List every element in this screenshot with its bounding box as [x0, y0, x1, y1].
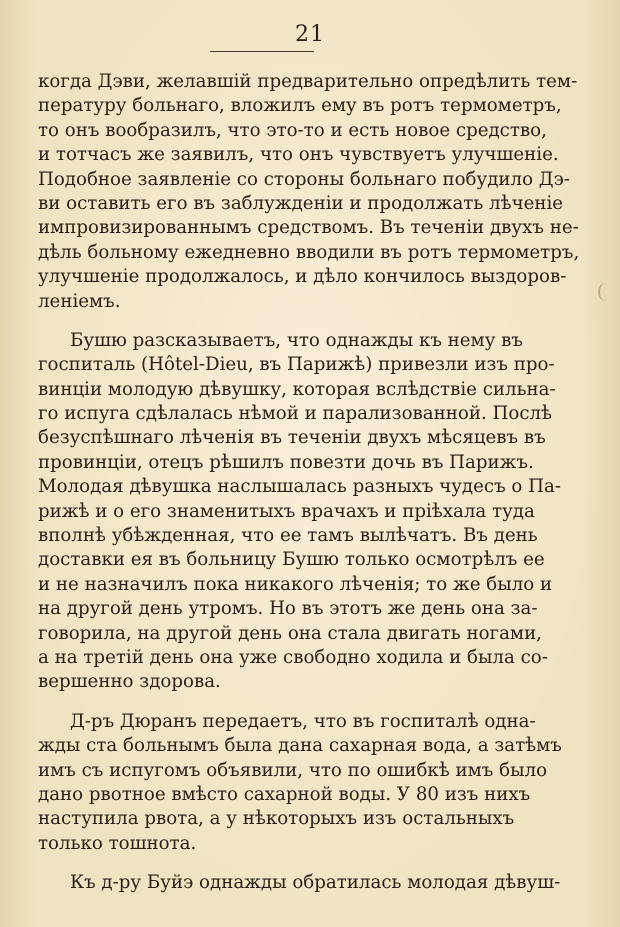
text-line: улучшеніе продолжалось, и дѣло кончилось выздоров- [38, 266, 567, 288]
margin-mark [598, 283, 614, 301]
text-line: говорила, на другой день она стала двигать ногами, [38, 622, 542, 644]
text-line: провинціи, отецъ рѣшилъ повезти дочь въ Парижъ. [38, 451, 534, 473]
text-line: безуспѣшнаго лѣченія въ теченіи двухъ мѣсяцевъ въ [38, 427, 546, 449]
text-line: и не назначилъ пока никакого лѣченія; то же было и [38, 573, 553, 595]
text-line: леніемъ. [38, 290, 121, 312]
paragraph [38, 871, 561, 895]
text-line: Бушю разсказываетъ, что однажды къ нему въ [70, 329, 523, 351]
text-line: доставки ея въ больницу Бушю только осмотрѣлъ ее [38, 549, 545, 571]
text-line: только тошнота. [38, 832, 197, 854]
text-line: импровизированнымъ средствомъ. Въ теченіи двухъ не- [38, 217, 579, 239]
text-line: жды ста больнымъ была дана сахарная вода, а затѣмъ [38, 735, 562, 757]
text-line: пературу больнаго, вложилъ ему въ ротъ термометръ, [38, 95, 562, 117]
text-line: Молодая дѣвушка наслышалась разныхъ чудесъ о Па- [38, 476, 561, 498]
text-line: вершенно здорова. [38, 671, 221, 693]
text-line: а на третій день она уже свободно ходила и была со- [38, 646, 548, 668]
text-line: винціи молодую дѣвушку, которая вслѣдствіе сильна- [38, 378, 556, 400]
text-line: ви оставить его въ заблужденіи и продолжать лѣченіе [38, 192, 564, 214]
text-line: вполнѣ убѣжденная, что ее тамъ вылѣчатъ. Въ день [38, 525, 538, 547]
paragraph [38, 70, 580, 314]
page-number: 21 [295, 22, 325, 47]
paragraph [38, 710, 562, 856]
text-line: госпиталь (Hôtel-Dieu, въ Парижѣ) привезли изъ про- [38, 354, 555, 376]
text-line: имъ съ испугомъ объявили, что по ошибкѣ имъ было [38, 759, 548, 781]
text-line: дѣль больному ежедневно вводили въ ротъ термометръ, [38, 241, 580, 263]
text-line: и тотчасъ же заявилъ, что онъ чувствуетъ улучшеніе. [38, 144, 559, 166]
text-line: наступила рвота, а у нѣкоторыхъ изъ остальныхъ [38, 808, 515, 830]
text-line: го испуга сдѣлалась нѣмой и парализованной. Послѣ [38, 403, 553, 425]
paragraph [38, 329, 561, 695]
text-line: рижѣ и о его знаменитыхъ врачахъ и пріѣхала туда [38, 500, 535, 522]
text-line: когда Дэви, желавшій предварительно опредѣлить тем- [38, 71, 578, 92]
text-line: дано рвотное вмѣсто сахарной воды. У 80 изъ нихъ [38, 783, 531, 805]
text-line: Къ д-ру Буйэ однажды обратилась молодая дѣвуш- [70, 872, 561, 894]
text-line: Подобное заявленіе со стороны больнаго побудило Дэ- [38, 168, 570, 190]
text-line: на другой день утромъ. Но въ этотъ же день она за- [38, 598, 538, 620]
text-line: то онъ вообразилъ, что это-то и есть новое средство, [38, 119, 547, 141]
body-text [38, 70, 580, 911]
header-rule [210, 51, 314, 52]
text-line: Д-ръ Дюранъ передаетъ, что въ госпиталѣ одна- [70, 710, 536, 732]
